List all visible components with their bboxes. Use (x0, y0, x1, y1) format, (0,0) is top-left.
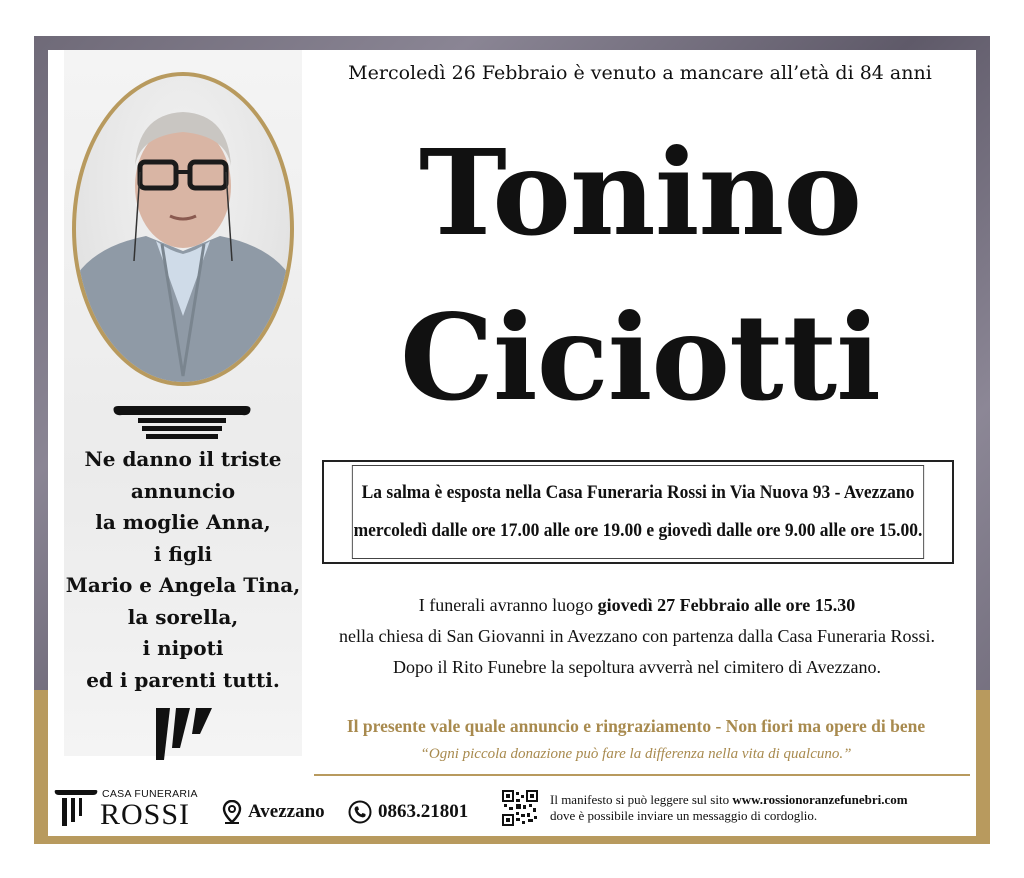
qr-icon[interactable] (502, 790, 538, 826)
funeral-line-2: nella chiesa di San Giovanni in Avezzano con partenza dalla Casa Funeraria Rossi. (339, 626, 935, 646)
viewing-info-box (322, 460, 954, 564)
location-text: Avezzano (248, 801, 325, 822)
family-line: i figli (153, 541, 213, 566)
website-info (550, 792, 908, 824)
bars-icon (156, 708, 212, 760)
thanks-notice: Il presente vale quale annuncio e ringraziamento - Non fiori ma opere di bene (346, 716, 926, 736)
gold-frame-bottom (34, 836, 990, 844)
family-line: la moglie Anna, (95, 510, 271, 534)
gold-frame-right (976, 690, 990, 844)
viewing-line-2: mercoledì dalle ore 17.00 alle ore 19.00 e giovedì dalle ore 9.00 alle ore 15.00. (353, 520, 923, 541)
deceased-last-name: Ciciotti (400, 288, 880, 427)
family-line: la sorella, (127, 604, 239, 629)
website-link[interactable]: www.rossionoranzefunebri.com (732, 792, 908, 807)
donation-quote: “Ogni piccola donazione può fare la differenza nella vita di qualcuno.” (420, 746, 852, 762)
family-line: i nipoti (142, 636, 224, 660)
portrait-photo (72, 72, 294, 386)
logo-name: ROSSI (100, 798, 191, 831)
family-line: ed i parenti tutti. (86, 667, 280, 692)
pin-icon (222, 800, 242, 824)
pillar-icon (112, 402, 252, 440)
phone-icon (348, 800, 372, 824)
website-prefix: Il manifesto si può leggere sul sito (550, 792, 733, 807)
logo-pillar-icon (54, 788, 98, 828)
funeral-line-1-prefix: I funerali avranno luogo (418, 595, 598, 615)
funeral-date-time: giovedì 27 Febbraio alle ore 15.30 (597, 595, 856, 615)
phone-number: 0863.21801 (378, 801, 469, 822)
family-announcement (64, 444, 302, 696)
death-announcement: Mercoledì 26 Febbraio è venuto a mancare all’età di 84 anni (348, 62, 932, 84)
funeral-home-logo (54, 786, 206, 830)
deceased-first-name: Tonino (418, 123, 862, 262)
website-line-2: dove è possibile inviare un messaggio di cordoglio. (550, 808, 818, 823)
funeral-line-3: Dopo il Rito Funebre la sepoltura avverrà nel cimitero di Avezzano. (392, 657, 881, 677)
gold-frame-left (34, 690, 48, 844)
family-line: Ne danno il triste (84, 447, 282, 471)
funeral-line-1 (312, 590, 962, 621)
family-line: Mario e Angela Tina, (65, 573, 301, 597)
viewing-line-1: La salma è esposta nella Casa Funeraria Rossi in Via Nuova 93 - Avezzano (361, 482, 915, 503)
website-line-1 (550, 792, 908, 808)
location (222, 798, 325, 826)
funeral-info (312, 590, 962, 683)
gold-divider (314, 774, 970, 776)
logo-subtitle: CASA FUNERARIA (102, 788, 198, 800)
phone (348, 798, 468, 826)
family-line: annuncio (130, 478, 236, 503)
